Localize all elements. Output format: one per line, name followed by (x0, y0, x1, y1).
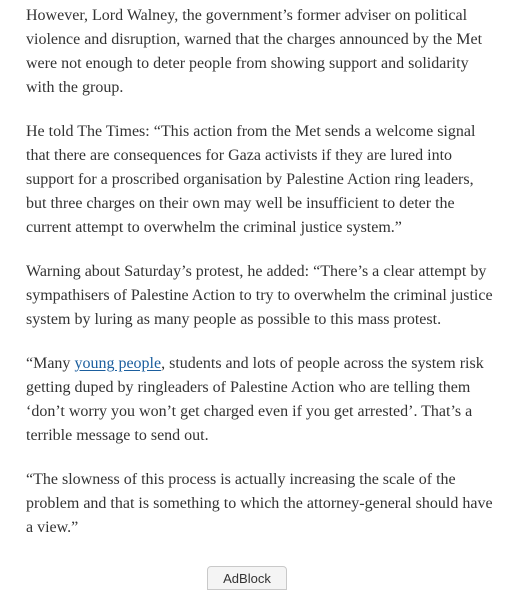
article-paragraph-5: “The slowness of this process is actually increasing the scale of the problem and that is something to which the attorney-general should have a view.” (26, 471, 493, 536)
article-paragraph-3: Warning about Saturday’s protest, he added: “There’s a clear attempt by sympathisers of Palestine Action to try to overwhelm the criminal justice system by luring as many people as possible to this mass protest. (26, 263, 493, 328)
paragraph-4-body-text: , students and lots of people across the system risk getting duped by ringleaders of Palestine Action who are telling them ‘don’t worry you won’t get charged even if you get arrested’. That’s a terrible message to send out. (26, 355, 484, 444)
article-paragraph-1: However, Lord Walney, the government’s former adviser on political violence and disruption, warned that the charges announced by the Met were not enough to deter people from showing support and solidarity with the group. (26, 7, 483, 96)
adblock-button[interactable]: AdBlock (207, 566, 287, 590)
article-paragraph-4 (26, 352, 496, 448)
article-body (26, 4, 496, 560)
paragraph-4-lead-text: “Many (26, 355, 75, 372)
young-people-link[interactable]: young people (74, 355, 162, 372)
article-paragraph-2: He told The Times: “This action from the Met sends a welcome signal that there are consequences for Gaza activists if they are lured into support for a proscribed organisation by Palestine Action ring leaders, but three charges on their own may well be insufficient to deter the current attempt to overwhelm the criminal justice system.” (26, 123, 476, 236)
